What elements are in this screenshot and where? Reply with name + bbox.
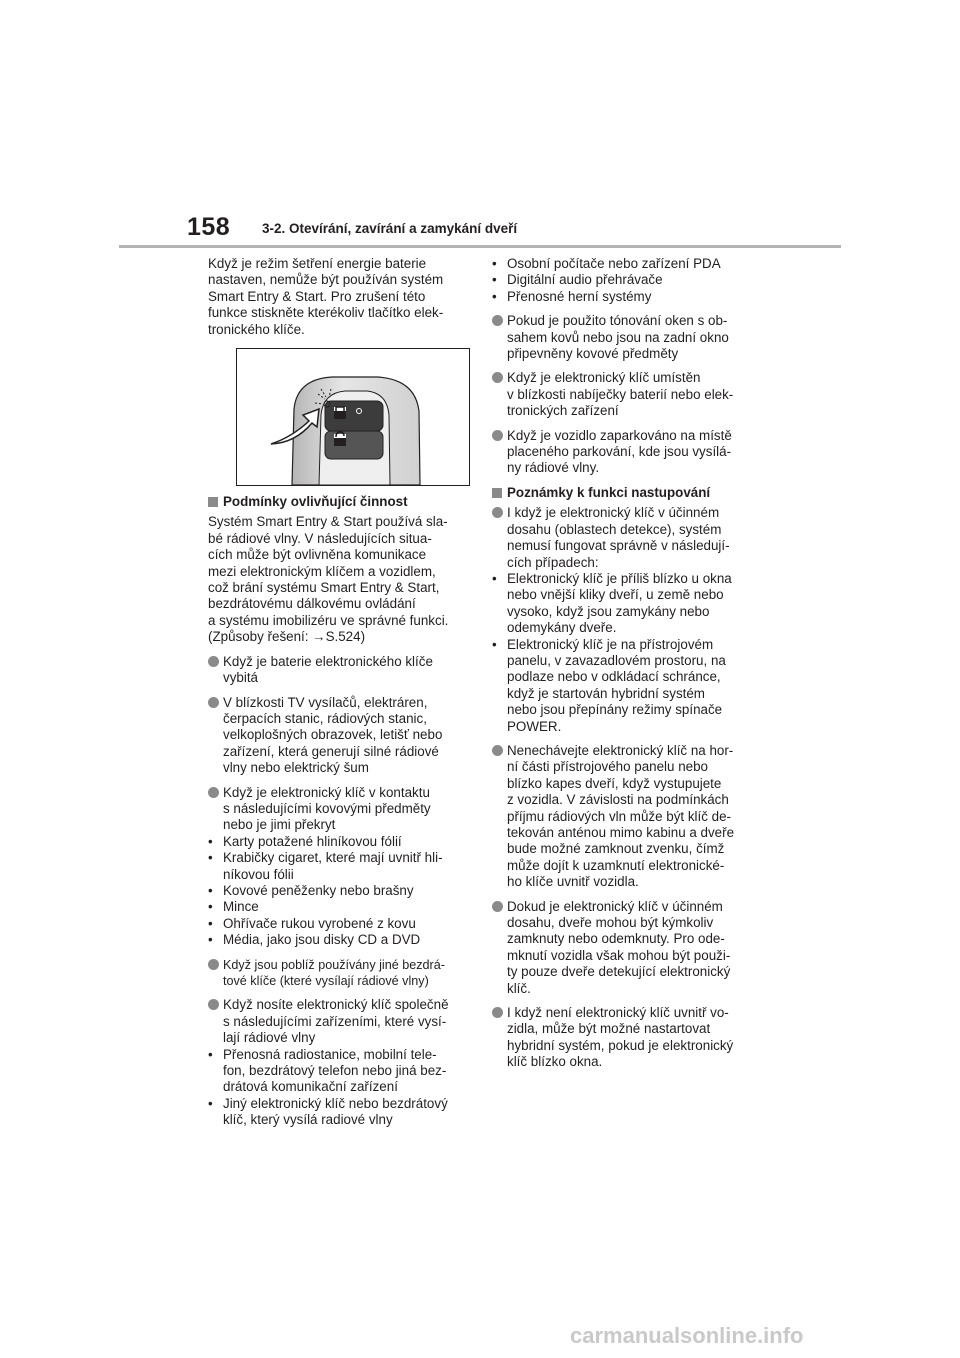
electronic-key-figure	[236, 348, 470, 486]
intro-line: tronického klíče.	[208, 321, 305, 337]
sub-bullet-mark: •	[492, 570, 497, 586]
list-item-line: připevněny kovové předměty	[507, 346, 679, 362]
list-item-line: blízko kapes dveří, když vystupujete	[507, 775, 722, 791]
sub-bullet-mark: •	[492, 636, 497, 652]
bullet-group	[208, 695, 470, 777]
sub-bullet-mark: •	[208, 899, 213, 915]
list-item-text	[223, 785, 470, 834]
right-column	[492, 256, 762, 1079]
list-item-line: ny rádiové vlny.	[507, 460, 600, 476]
list-item-line: vybitá	[223, 670, 258, 686]
sub-list-item	[208, 932, 470, 948]
list-item-line: ty pouze dveře detekující elektronický	[507, 964, 731, 980]
list-item	[208, 695, 470, 777]
sub-item-text	[223, 883, 470, 899]
list-item	[492, 1005, 762, 1071]
sub-item-line: fon, bezdrátový telefon nebo jiná bez-	[223, 1063, 447, 1079]
list-item-line: Když je elektronický klíč umístěn	[507, 370, 701, 386]
right-bullet-list-a	[492, 313, 762, 477]
section-heading-entry-notes	[492, 485, 762, 501]
sub-item-text	[223, 1096, 470, 1129]
sub-item-text	[507, 256, 762, 272]
sub-list-item	[492, 256, 762, 272]
sub-list-item	[208, 1096, 470, 1129]
sub-bullet-mark: •	[492, 272, 497, 288]
sub-list	[208, 1047, 470, 1129]
list-item-line: z vozidla. V závislosti na podmínkách	[507, 792, 729, 808]
list-item-line: zamknuty nebo odemknuty. Pro ode-	[507, 931, 725, 947]
para-line: a systému imobilizéru ve správné funkci.	[208, 612, 449, 628]
sub-item-line: níkovou fólii	[223, 866, 294, 882]
intro-line: Když je režim šetření energie baterie	[208, 256, 427, 271]
page-number: 158	[187, 213, 231, 241]
sub-item-line: Krabičky cigaret, které mají uvnitř hli-	[223, 850, 443, 866]
sub-list-item	[492, 289, 762, 305]
intro-line: Smart Entry & Start. Pro zrušení této	[208, 288, 426, 304]
sub-item-line: Osobní počítače nebo zařízení PDA	[507, 256, 721, 271]
para-line: (Způsoby řešení: →S.524)	[208, 629, 366, 645]
list-item-line: Když je baterie elektronického klíče	[223, 653, 433, 669]
list-item-line: příjmu rádiových vln může být klíč de-	[507, 808, 731, 824]
list-item	[492, 743, 762, 891]
bullet-group	[208, 997, 470, 1128]
bullet-group	[492, 1005, 762, 1071]
bullet-group	[492, 743, 762, 891]
list-item-line: Když nosíte elektronický klíč společně	[223, 997, 449, 1013]
list-item-line: zařízení, která generují silné rádiové	[223, 743, 439, 759]
right-top-sublist	[492, 256, 762, 305]
list-item	[492, 899, 762, 997]
page-header	[0, 0, 960, 250]
electronic-key-illustration-icon	[237, 349, 469, 485]
list-item-text	[507, 1005, 762, 1071]
sub-item-line: Média, jako jsou disky CD a DVD	[223, 932, 421, 948]
list-item-line: tekován anténou mimo kabinu a dveře	[507, 825, 735, 840]
right-bullet-list-b	[492, 505, 762, 1070]
left-column	[208, 256, 470, 1137]
list-item	[492, 428, 762, 477]
sub-list-item	[208, 1047, 470, 1096]
round-bullet-icon	[492, 901, 503, 912]
intro-line: funkce stiskněte kterékoliv tlačítko elek-	[208, 305, 444, 321]
round-bullet-icon	[208, 656, 219, 667]
list-item-line: ní části přístrojového panelu nebo	[507, 759, 708, 775]
round-bullet-icon	[492, 507, 503, 518]
list-item-line: ho klíče uvnitř vozidla.	[507, 874, 639, 890]
list-item-line: nebo je jimi překryt	[223, 817, 336, 833]
list-item-line: tronických zařízení	[507, 403, 619, 419]
section-title: 3-2. Otevírání, zavírání a zamykání dveří	[262, 221, 518, 236]
list-item	[208, 654, 470, 687]
sub-item-text	[507, 637, 762, 735]
sub-item-line: Přenosné herní systémy	[507, 288, 652, 304]
list-item-text	[507, 370, 762, 419]
sub-list	[492, 571, 762, 735]
sub-item-line: Karty potažené hliníkovou fólií	[223, 833, 402, 849]
sub-item-line: Přenosná radiostanice, mobilní tele-	[223, 1046, 437, 1062]
bullet-group	[208, 785, 470, 949]
list-item-line: může dojít k uzamknutí elektronické-	[507, 857, 725, 873]
round-bullet-icon	[208, 697, 219, 708]
sub-bullet-mark: •	[208, 932, 213, 948]
list-item-line: tové klíče (které vysílají rádiové vlny)	[223, 974, 429, 988]
list-item-line: Když jsou poblíž používány jiné bezdrá-	[223, 957, 445, 972]
sub-item-text	[223, 916, 470, 932]
sub-item-text	[223, 899, 470, 915]
list-item	[492, 313, 762, 362]
list-item	[492, 370, 762, 419]
sub-item-line: když je startován hybridní systém	[507, 685, 705, 701]
list-item-line: zidla, může být možné nastartovat	[507, 1021, 711, 1037]
list-item	[492, 505, 762, 571]
bullet-group	[208, 654, 470, 687]
sub-item-line: odemykány dveře.	[507, 620, 617, 636]
list-item-text	[507, 743, 762, 891]
conditions-paragraph	[208, 514, 470, 645]
sub-bullet-mark: •	[208, 882, 213, 898]
list-item-line: klíč.	[507, 980, 531, 996]
sub-item-line: podlaze nebo v odkládací schránce,	[507, 669, 721, 685]
round-bullet-icon	[492, 315, 503, 326]
round-bullet-icon	[492, 372, 503, 383]
bullet-group	[492, 370, 762, 419]
left-bullet-list	[208, 654, 470, 1129]
list-item-line: cích případech:	[507, 554, 599, 570]
sub-list-item	[208, 916, 470, 932]
square-bullet-icon	[208, 497, 218, 507]
sub-item-text	[223, 1047, 470, 1096]
list-item-line: čerpacích stanic, rádiových stanic,	[223, 710, 427, 726]
round-bullet-icon	[208, 959, 219, 970]
sub-item-text	[507, 571, 762, 637]
sub-item-line: Elektronický klíč je příliš blízko u okna	[507, 570, 732, 586]
round-bullet-icon	[492, 430, 503, 441]
bullet-group	[492, 899, 762, 997]
sub-item-line: drátová komunikační zařízení	[223, 1079, 398, 1095]
sub-item-line: panelu, v zavazadlovém prostoru, na	[507, 652, 726, 668]
round-bullet-icon	[492, 1007, 503, 1018]
round-bullet-icon	[208, 787, 219, 798]
bullet-group	[492, 428, 762, 477]
bullet-group	[208, 957, 470, 990]
sub-list-item	[492, 571, 762, 637]
para-line: mezi elektronickým klíčem a vozidlem,	[208, 563, 436, 579]
sub-item-text	[223, 932, 470, 948]
sub-list-item	[492, 637, 762, 735]
list-item-text	[223, 997, 470, 1046]
sub-item-line: Elektronický klíč je na přístrojovém	[507, 636, 714, 652]
list-item-line: bude možné zamknout zvenku, čímž	[507, 841, 725, 857]
sub-item-line: Ohřívače rukou vyrobené z kovu	[223, 915, 416, 931]
sub-item-line: vysoko, když jsou zamykány nebo	[507, 603, 710, 619]
sub-item-line: POWER.	[507, 718, 562, 734]
list-item	[208, 785, 470, 834]
list-item-text	[223, 957, 470, 990]
list-item-line: v blízkosti nabíječky baterií nebo elek-	[507, 386, 734, 402]
section-heading-conditions	[208, 494, 470, 510]
sub-list-item	[208, 850, 470, 883]
watermark: carmanualsonline.info	[570, 1323, 804, 1348]
para-line: bezdrátovému dálkovému ovládání	[208, 596, 416, 612]
para-line: což brání systému Smart Entry & Start,	[208, 580, 440, 596]
list-item-line: mknutí vozidla však mohou být použi-	[507, 947, 731, 963]
bullet-group	[492, 505, 762, 735]
round-bullet-icon	[492, 745, 503, 756]
para-line: bé rádiové vlny. V následujících situa-	[208, 530, 432, 546]
list-item-line: dosahu, dveře mohou být kýmkoliv	[507, 915, 714, 931]
list-item-line: klíč blízko okna.	[507, 1054, 603, 1070]
sub-bullet-mark: •	[492, 288, 497, 304]
square-bullet-icon	[492, 488, 502, 498]
sub-bullet-mark: •	[208, 915, 213, 931]
round-bullet-icon	[208, 999, 219, 1010]
sub-item-text	[507, 289, 762, 305]
sub-item-line: Digitální audio přehrávače	[507, 272, 663, 288]
list-item-line: I když je elektronický klíč v účinném	[507, 505, 720, 521]
list-item-text	[223, 695, 470, 777]
sub-item-line: Jiný elektronický klíč nebo bezdrátový	[223, 1095, 448, 1111]
intro-line: nastaven, nemůže být používán systém	[208, 272, 444, 288]
sub-bullet-mark: •	[208, 1046, 213, 1062]
bullet-group	[492, 313, 762, 362]
sub-item-line: Kovové peněženky nebo brašny	[223, 882, 414, 898]
list-item-line: placeného parkování, kde jsou vysílá-	[507, 444, 732, 460]
list-item-line: Když je vozidlo zaparkováno na místě	[507, 427, 732, 443]
list-item-line: nemusí fungovat správně v následují-	[507, 538, 730, 554]
sub-bullet-mark: •	[208, 850, 213, 866]
sub-item-line: nebo vnější kliky dveří, u země nebo	[507, 587, 724, 603]
list-item-line: Pokud je použito tónování oken s ob-	[507, 313, 728, 329]
list-item-line: s následujícími zařízeními, které vysí-	[223, 1013, 447, 1029]
list-item-line: Když je elektronický klíč v kontaktu	[223, 784, 430, 800]
sub-list-item	[492, 272, 762, 288]
sub-bullet-mark: •	[208, 1095, 213, 1111]
sub-item-text	[223, 850, 470, 883]
list-item-line: Dokud je elektronický klíč v účinném	[507, 898, 723, 914]
list-item-text	[507, 428, 762, 477]
heading-text: Poznámky k funkci nastupování	[507, 484, 711, 500]
sub-list-item	[208, 834, 470, 850]
list-item-text	[507, 505, 762, 571]
sub-list	[208, 834, 470, 949]
header-divider	[119, 245, 841, 248]
list-item-text	[223, 654, 470, 687]
para-line: Systém Smart Entry & Start používá sla-	[208, 514, 448, 530]
sub-list-item	[208, 883, 470, 899]
list-item-line: dosahu (oblastech detekce), systém	[507, 521, 722, 537]
list-item-line: sahem kovů nebo jsou na zadní okno	[507, 329, 729, 345]
sub-item-text	[507, 272, 762, 288]
list-item-line: V blízkosti TV vysílačů, elektráren,	[223, 694, 428, 710]
list-item-line: velkoplošných obrazovek, letišť nebo	[223, 727, 443, 743]
sub-bullet-mark: •	[492, 256, 497, 271]
list-item-line: I když není elektronický klíč uvnitř vo-	[507, 1005, 729, 1021]
list-item-line: vlny nebo elektrický šum	[223, 760, 369, 776]
sub-item-line: Mince	[223, 899, 259, 915]
list-item	[208, 957, 470, 990]
sub-item-line: klíč, který vysílá radiové vlny	[223, 1112, 393, 1128]
heading-text: Podmínky ovlivňující činnost	[223, 494, 408, 510]
sub-bullet-mark: •	[208, 833, 213, 849]
intro-paragraph	[208, 256, 470, 338]
sub-list-item	[208, 899, 470, 915]
list-item-text	[507, 899, 762, 997]
list-item-text	[507, 313, 762, 362]
sub-item-line: nebo jsou přepínány režimy spínače	[507, 702, 723, 718]
sub-item-text	[223, 834, 470, 850]
list-item-line: s následujícími kovovými předměty	[223, 800, 431, 816]
para-line: cích může být ovlivněna komunikace	[208, 547, 427, 563]
list-item	[208, 997, 470, 1046]
list-item-line: lají rádiové vlny	[223, 1030, 316, 1046]
list-item-line: hybridní systém, pokud je elektronický	[507, 1037, 734, 1053]
list-item-line: Nenechávejte elektronický klíč na hor-	[507, 742, 734, 758]
